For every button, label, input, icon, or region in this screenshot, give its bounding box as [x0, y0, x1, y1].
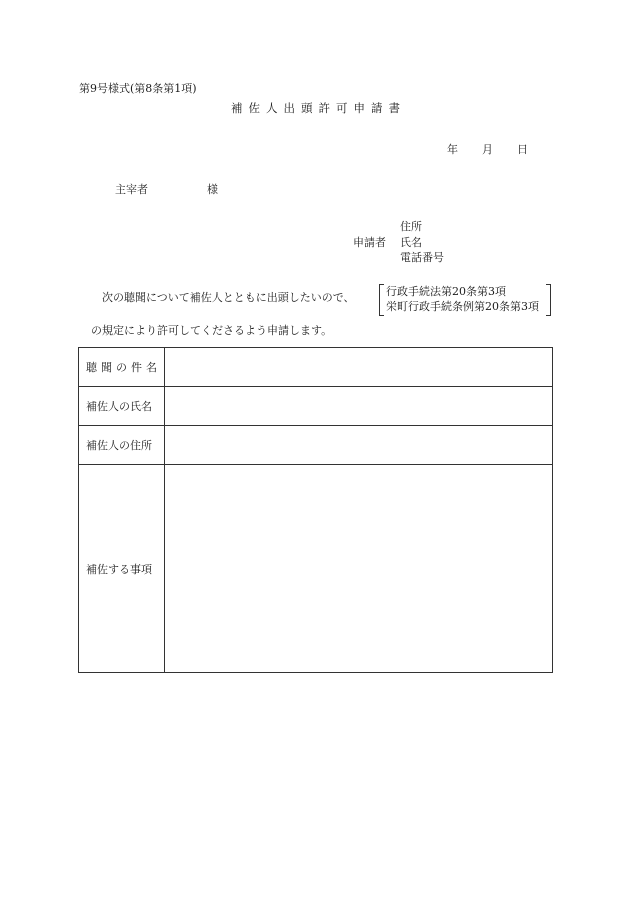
applicant-name-label: 氏名	[400, 236, 422, 249]
date-month-label: 月	[482, 143, 493, 156]
assist-matters-field[interactable]	[165, 465, 553, 673]
assist-matters-label: 補佐する事項	[79, 465, 165, 673]
table-row	[79, 465, 553, 673]
recipient-host: 主宰者	[115, 183, 148, 196]
recipient-honorific: 様	[207, 183, 218, 196]
assistant-address-label: 補佐人の住所	[79, 426, 165, 465]
table-row	[79, 348, 553, 387]
assistant-address-field[interactable]	[165, 426, 553, 465]
date-day-label: 日	[517, 143, 528, 156]
applicant-phone-label: 電話番号	[400, 251, 444, 264]
law-reference-1: 行政手続法第20条第3項	[386, 285, 506, 298]
closing-text: の規定により許可してくださるよう申請します。	[91, 324, 333, 337]
table-row	[79, 426, 553, 465]
request-text: 次の聴聞について補佐人とともに出頭したいので、	[102, 291, 355, 304]
application-table	[78, 347, 553, 673]
left-bracket	[379, 284, 384, 316]
applicant-label: 申請者	[353, 236, 386, 249]
assistant-name-field[interactable]	[165, 387, 553, 426]
document-title: 補佐人出頭許可申請書	[231, 101, 406, 115]
form-number: 第9号様式(第8条第1項)	[79, 82, 197, 95]
table-row	[79, 387, 553, 426]
hearing-subject-label: 聴聞の件名	[79, 348, 165, 387]
law-reference-2: 栄町行政手続条例第20条第3項	[386, 300, 539, 313]
date-year-label: 年	[447, 143, 458, 156]
applicant-address-label: 住所	[400, 220, 422, 233]
right-bracket	[546, 284, 551, 316]
hearing-subject-field[interactable]	[165, 348, 553, 387]
law-reference-group	[379, 283, 551, 317]
assistant-name-label: 補佐人の氏名	[79, 387, 165, 426]
